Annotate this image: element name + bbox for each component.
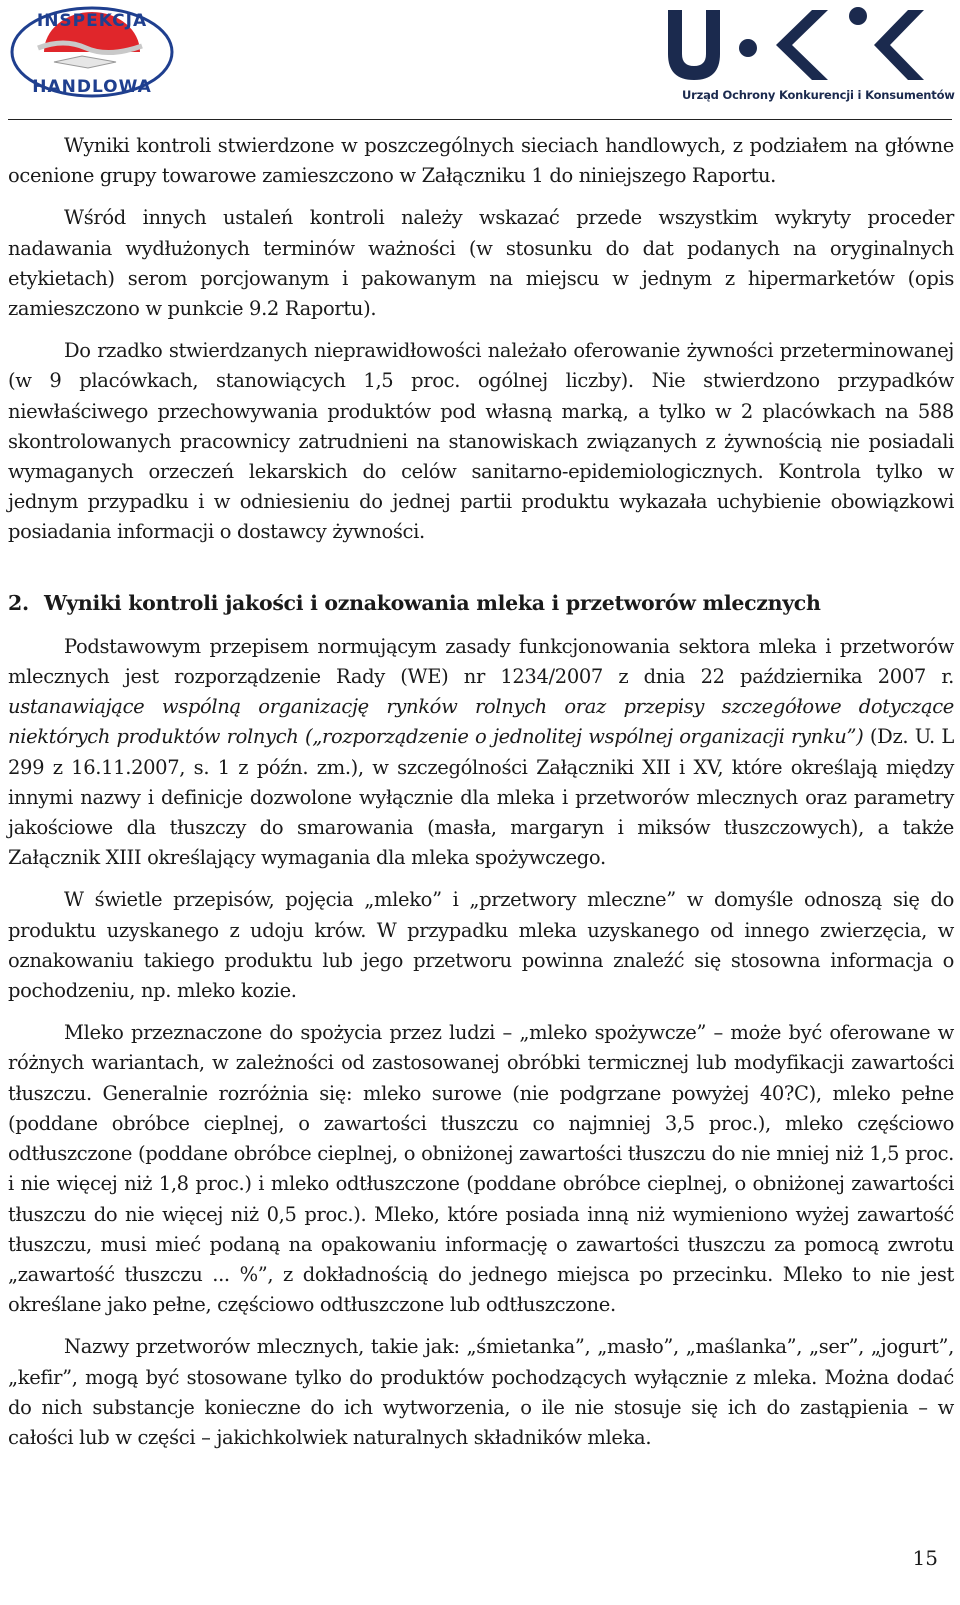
paragraph: Mleko przeznaczone do spożycia przez ludzi – „mleko spożywcze” – może być oferowane w różnych wariantach, w zależności od zastosowanej obróbki termicznej lub modyfikacji zawartości tłuszczu. Generalnie rozróżnia się: mleko surowe (nie podgrzane powyżej 40?C), mleko pełne (poddane obróbce cieplnej, o zawartości tłuszczu co najmniej 3,5 proc.), mleko częściowo odtłuszczone (poddane obróbce cieplnej, o obniżonej zawartości tłuszczu do nie mniej niż 1,5 proc. i nie więcej niż 1,8 proc.) i mleko odtłuszczone (poddane obróbce cieplnej, o obniżonej zawartości tłuszczu do nie więcej niż 0,5 proc.). Mleko, które posiada inną niż wymieniono wyżej zawartość tłuszczu, musi mieć podaną na opakowaniu informację o zawartości tłuszczu za pomocą zwrotu „zawartość tłuszczu ... %”, z dokładnością do jednego miejsca po przecinku. Mleko to nie jest określane jako pełne, częściowo odtłuszczone lub odtłuszczone. xyxy=(8,1021,954,1317)
section-heading xyxy=(8,588,954,618)
regulation-text-part2: (Dz. U. L 299 z 16.11.2007, s. 1 z późn. zm.), w szczególności Załączniki XII i XV, które określają między innymi nazwy i definicje dozwolone wyłącznie dla mleka i przetworów mlecznych oraz parametry jakościowe dla tłuszczy do smarowania (masła, margaryn i miksów tłuszczowych), a także Załącznik XIII określający wymagania dla mleka spożywczego. xyxy=(8,725,954,870)
paragraph: Wśród innych ustaleń kontroli należy wskazać przede wszystkim wykryty proceder nadawania wydłużonych terminów ważności (w stosunku do dat podanych na oryginalnych etykietach) serom porcjowanym i pakowanym na miejscu w jednym z hipermarketów (opis zamieszczono w punkcie 9.2 Raportu). xyxy=(8,206,954,321)
section-title: Wyniki kontroli jakości i oznakowania mleka i przetworów mlecznych xyxy=(44,590,821,615)
inspekcja-handlowa-logo xyxy=(4,2,182,102)
page-header xyxy=(0,0,960,120)
inspekcja-text: INSPEKCJA xyxy=(36,11,148,31)
regulation-italic-title: ustanawiające wspólną organizację rynków rolnych oraz przepisy szczegółowe dotyczące niektórych produktów rolnych („rozporządzenie o jednolitej wspólnej organizacji rynku”) xyxy=(8,695,954,749)
paragraph: Wyniki kontroli stwierdzone w poszczególnych sieciach handlowych, z podziałem na główne ocenione grupy towarowe zamieszczono w Załączniku 1 do niniejszego Raportu. xyxy=(8,134,954,188)
paragraph: Do rzadko stwierdzanych nieprawidłowości należało oferowanie żywności przeterminowanej (w 9 placówkach, stanowiących 1,5 proc. ogólnej liczby). Nie stwierdzono przypadków niewłaściwego przechowywania produktów pod własną marką, a tylko w 2 placówkach na 588 skontrolowanych pracownicy zatrudnieni na stanowiskach związanych z żywnością nie posiadali wymaganych orzeczeń lekarskich do celów sanitarno-epidemiologicznych. Kontrola tylko w jednym przypadku i w odniesieniu do jednej partii produktu wykazała uchybienie obowiązkowi posiadania informacji o dostawcy żywności. xyxy=(8,339,954,544)
header-divider xyxy=(8,119,952,120)
paragraph: W świetle przepisów, pojęcia „mleko” i „przetwory mleczne” w domyśle odnoszą się do produktu uzyskanego z udoju krów. W przypadku mleka uzyskanego od innego zwierzęcia, w oznakowaniu takiego produktu lub jego przetworu powinna znaleźć się stosowna informacja o pochodzeniu, np. mleko kozie. xyxy=(8,888,954,1003)
handlowa-text: HANDLOWA xyxy=(32,77,152,97)
uokik-caption: Urząd Ochrony Konkurencji i Konsumentów xyxy=(682,88,955,102)
regulation-paragraph xyxy=(8,632,954,874)
regulation-text-part1: Podstawowym przepisem normującym zasady funkcjonowania sektora mleka i przetworów mlecznych jest rozporządzenie Rady (WE) nr 1234/2007 z dnia 22 października 2007 r. xyxy=(8,634,954,689)
paragraph: Nazwy przetworów mlecznych, takie jak: „śmietanka”, „masło”, „maślanka”, „ser”, „jogurt”, „kefir”, mogą być stosowane tylko do produktów pochodzących wyłącznie z mleka. Można dodać do nich substancje konieczne do ich wytworzenia, o ile nie stosuje się ich do zastąpienia – w całości lub w części – jakichkolwiek naturalnych składników mleka. xyxy=(8,1335,954,1449)
section-number: 2. xyxy=(8,590,29,615)
document-body xyxy=(8,131,954,1465)
page-number: 15 xyxy=(912,1546,938,1570)
